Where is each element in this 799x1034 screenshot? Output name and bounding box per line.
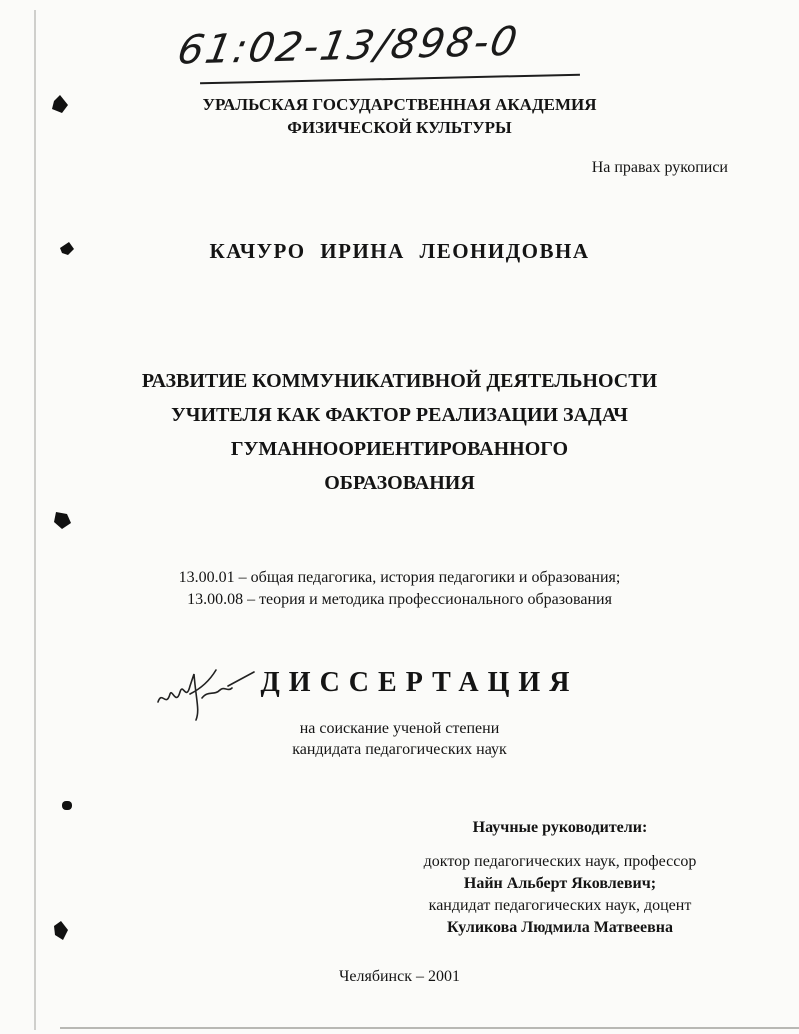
punch-hole-3 bbox=[53, 510, 73, 530]
supervisor-1-name: Найн Альберт Яковлевич; bbox=[463, 875, 657, 892]
handwritten-call-number: 61:02-13/898-0 bbox=[173, 18, 523, 74]
title-line-4: ОБРАЗОВАНИЯ bbox=[324, 472, 475, 494]
rights-notice: На правах рукописи bbox=[591, 159, 728, 176]
punch-hole-5 bbox=[53, 921, 69, 941]
title-line-3: ГУМАННООРИЕНТИРОВАННОГО bbox=[230, 438, 569, 460]
title-line-2: УЧИТЕЛЯ КАК ФАКТОР РЕАЛИЗАЦИИ ЗАДАЧ bbox=[171, 404, 628, 426]
degree-line-1: на соискание ученой степени bbox=[299, 720, 500, 737]
supervisor-1-title: доктор педагогических наук, профессор bbox=[423, 853, 697, 870]
scan-bottom-line bbox=[60, 1027, 799, 1029]
supervisors-block bbox=[380, 817, 740, 939]
specialty-line-1: 13.00.01 – общая педагогика, история педагогики и образования; bbox=[178, 569, 621, 586]
title-line-1: РАЗВИТИЕ КОММУНИКАТИВНОЙ ДЕЯТЕЛЬНОСТИ bbox=[141, 370, 658, 392]
institution-line-1: УРАЛЬСКАЯ ГОСУДАРСТВЕННАЯ АКАДЕМИЯ bbox=[202, 95, 597, 114]
supervisor-2-name: Куликова Людмила Матвеевна bbox=[447, 919, 673, 936]
scan-edge-line bbox=[34, 10, 36, 1030]
degree-line-2: кандидата педагогических наук bbox=[292, 741, 507, 758]
specialty-codes bbox=[0, 567, 799, 611]
degree-info bbox=[0, 718, 799, 760]
document-type: ДИССЕРТАЦИЯ bbox=[260, 667, 579, 698]
punch-hole-4 bbox=[62, 801, 72, 810]
dissertation-title bbox=[0, 364, 799, 500]
author-name: КАЧУРО ИРИНА ЛЕОНИДОВНА bbox=[209, 239, 590, 263]
supervisors-heading: Научные руководители: bbox=[472, 819, 648, 836]
institution-line-2: ФИЗИЧЕСКОЙ КУЛЬТУРЫ bbox=[287, 118, 512, 137]
city-year: Челябинск – 2001 bbox=[339, 968, 460, 985]
supervisor-2-title: кандидат педагогических наук, доцент bbox=[428, 897, 692, 914]
specialty-line-2: 13.00.08 – теория и методика профессионального образования bbox=[187, 591, 612, 608]
institution-name bbox=[0, 93, 799, 139]
